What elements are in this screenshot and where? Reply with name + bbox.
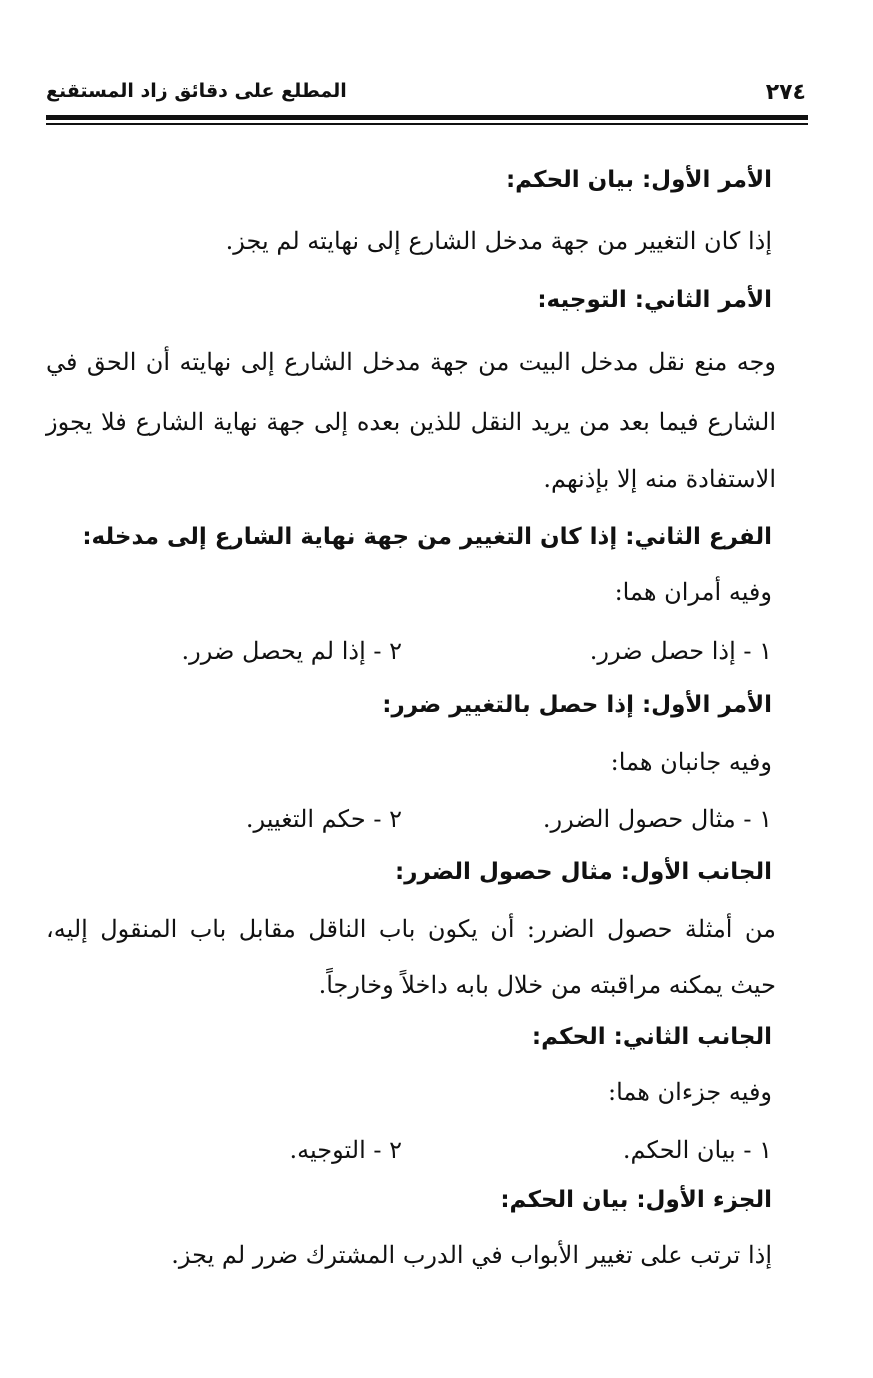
header-rule-thick bbox=[46, 115, 808, 120]
heading-first-side-example: الجانب الأول: مثال حصول الضرر: bbox=[395, 859, 772, 885]
paragraph-final-ruling: إذا ترتب على تغيير الأبواب في الدرب المشترك ضرر لم يجز. bbox=[171, 1241, 772, 1269]
enum-item-2: ٢ - التوجيه. bbox=[289, 1136, 402, 1164]
paragraph-two-parts: وفيه جزءان هما: bbox=[607, 1078, 772, 1106]
enum-item-2: ٢ - حكم التغيير. bbox=[245, 805, 402, 833]
heading-second-side-ruling: الجانب الثاني: الحكم: bbox=[531, 1024, 772, 1050]
heading-second-branch: الفرع الثاني: إذا كان التغيير من جهة نهاية الشارع إلى مدخله: bbox=[82, 524, 772, 550]
paragraph-example-line-2: حيث يمكنه مراقبته من خلال بابه داخلاً وخارجاً. bbox=[318, 971, 776, 999]
paragraph-ruling: إذا كان التغيير من جهة مدخل الشارع إلى نهايته لم يجز. bbox=[225, 227, 772, 255]
enum-item-1: ١ - مثال حصول الضرر. bbox=[542, 805, 772, 833]
paragraph-two-matters: وفيه أمران هما: bbox=[614, 578, 772, 606]
paragraph-justification-line-3: الاستفادة منه إلا بإذنهم. bbox=[543, 465, 776, 493]
paragraph-example-line-1: من أمثلة حصول الضرر: أن يكون باب الناقل مقابل باب المنقول إليه، bbox=[46, 915, 776, 943]
heading-justification: الأمر الثاني: التوجيه: bbox=[537, 287, 772, 313]
running-header bbox=[46, 78, 806, 114]
enum-list-sides bbox=[46, 802, 772, 836]
enum-item-1: ١ - إذا حصل ضرر. bbox=[589, 637, 772, 665]
heading-ruling: الأمر الأول: بيان الحكم: bbox=[505, 167, 772, 193]
paragraph-justification-line-1: وجه منع نقل مدخل البيت من جهة مدخل الشارع إلى نهايته أن الحق في bbox=[46, 348, 776, 376]
heading-first-part-ruling: الجزء الأول: بيان الحكم: bbox=[500, 1187, 772, 1213]
enum-item-2: ٢ - إذا لم يحصل ضرر. bbox=[181, 637, 402, 665]
paragraph-two-sides: وفيه جانبان هما: bbox=[610, 748, 772, 776]
header-rule-thin bbox=[46, 123, 808, 125]
paragraph-justification-line-2: الشارع فيما بعد من يريد النقل للذين بعده إلى جهة نهاية الشارع فلا يجوز bbox=[46, 408, 776, 436]
enum-list-matters bbox=[46, 634, 772, 668]
page-number: ٢٧٤ bbox=[765, 80, 806, 105]
book-title: المطلع على دقائق زاد المستقنع bbox=[46, 80, 347, 102]
heading-first-matter-harm: الأمر الأول: إذا حصل بالتغيير ضرر: bbox=[382, 692, 772, 718]
enum-item-1: ١ - بيان الحكم. bbox=[622, 1136, 772, 1164]
enum-list-parts bbox=[46, 1133, 772, 1167]
